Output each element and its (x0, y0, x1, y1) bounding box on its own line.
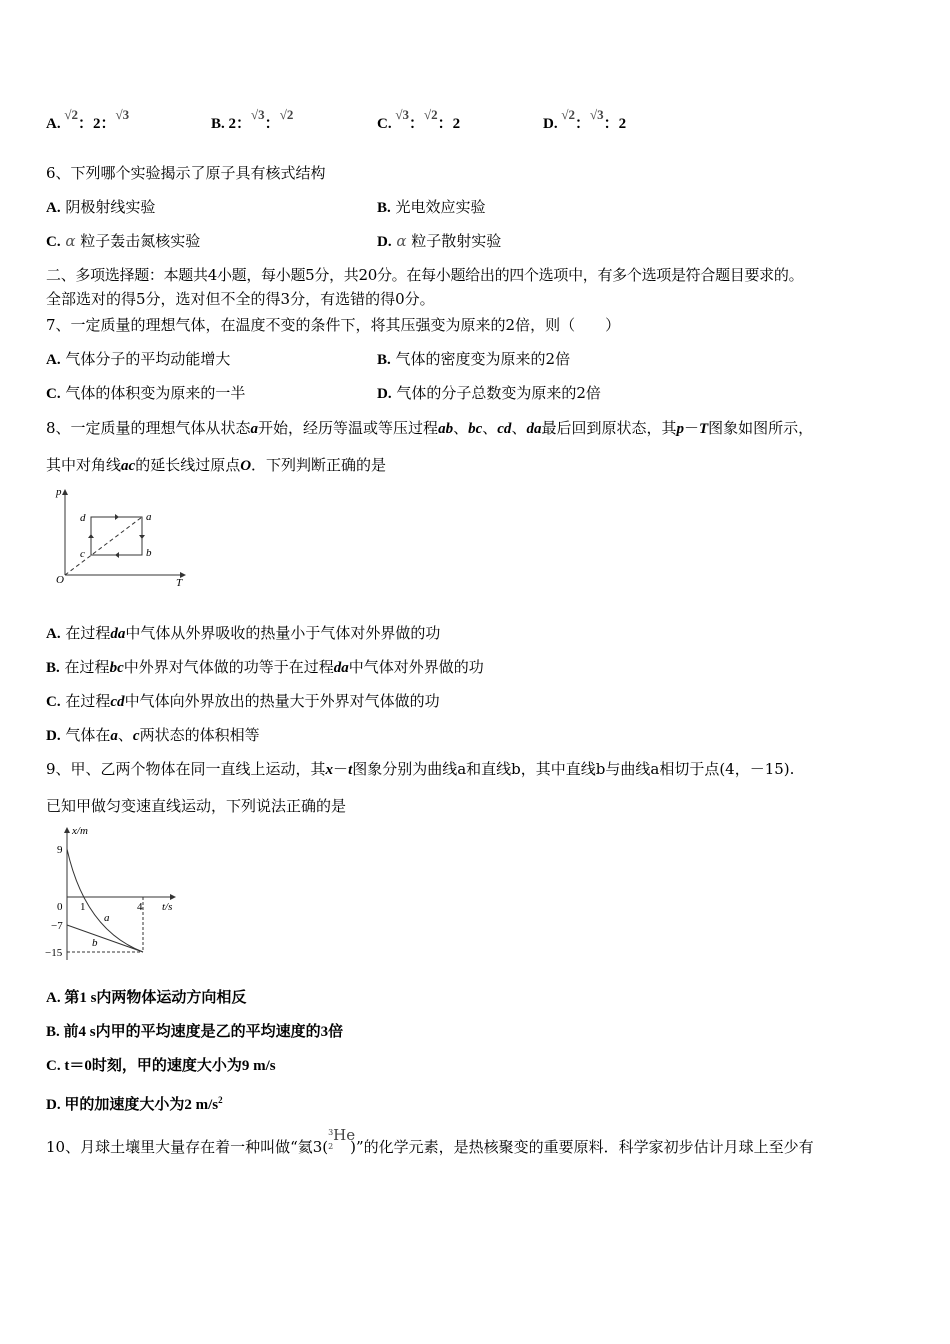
label-c: c (80, 548, 85, 560)
section-2-heading-cont: 全部选对的得5分，选对但不全的得3分，有选错的得0分。 (46, 290, 435, 308)
q9-option-a: A. 第1 s内两物体运动方向相反 (46, 990, 247, 1006)
q8-stem-cont: 其中对角线ac的延长线过原点O．下列判断正确的是 (46, 456, 387, 474)
q7-option-a: A. 气体分子的平均动能增大 (46, 350, 231, 368)
q8-option-d: D. 气体在a、c两状态的体积相等 (46, 726, 260, 744)
y-axis-label: x/m (72, 825, 88, 837)
q7-option-c: C. 气体的体积变为原来的一半 (46, 384, 246, 402)
label-d: d (80, 512, 86, 524)
tick-minus-7: −7 (51, 920, 63, 932)
curve-a (67, 849, 143, 952)
q7-stem: 7、一定质量的理想气体，在温度不变的条件下，将其压强变为原来的2倍，则（ ） (46, 316, 621, 334)
q7-option-d: D. 气体的分子总数变为原来的2倍 (377, 384, 601, 402)
label-O: O (56, 574, 64, 586)
q9-stem-cont: 已知甲做匀变速直线运动，下列说法正确的是 (46, 797, 347, 815)
q8-pt-diagram (40, 480, 200, 590)
label-b: b (146, 547, 152, 559)
diagonal-ac (65, 517, 142, 575)
q9-option-b: B. 前4 s内甲的平均速度是乙的平均速度的3倍 (46, 1024, 344, 1040)
q7-option-b: B. 气体的密度变为原来的2倍 (377, 350, 571, 368)
q9-xt-graph (40, 820, 200, 960)
q9-option-c: C. t＝0时刻，甲的速度大小为9 m/s (46, 1058, 276, 1074)
line-b (67, 925, 143, 952)
helium-3-notation: 3 2 He (328, 1126, 356, 1151)
label-T: T (176, 577, 183, 589)
q5-option-d: D. √2：√3：2 (543, 107, 627, 132)
label-p: p (56, 486, 62, 498)
tick-9: 9 (57, 844, 63, 856)
q9-option-d: D. 甲的加速度大小为2 $m/s^2$ (46, 1095, 223, 1113)
x-axis-label: t/s (162, 901, 173, 913)
label-a: a (104, 912, 110, 924)
tick-0: 0 (57, 901, 63, 913)
label-a: a (146, 511, 152, 523)
q8-stem: 8、一定质量的理想气体从状态a开始，经历等温或等压过程ab、bc、cd、da最后回到原状态，其p－T图象如图所示， (46, 419, 814, 437)
label-b: b (92, 937, 98, 949)
tick-4: 4 (137, 901, 143, 913)
section-2-heading: 二、多项选择题：本题共4小题，每小题5分，共20分。在每小题给出的四个选项中，有多个选项是符合题目要求的。 (46, 266, 804, 284)
q8-option-b: B. 在过程bc中外界对气体做的功等于在过程da中气体对外界做的功 (46, 658, 484, 676)
q5-option-a: A. √2：2：√3 (46, 107, 130, 132)
tick-minus-15: −15 (45, 947, 63, 959)
tick-1: 1 (80, 901, 86, 913)
q6-option-d: D. α 粒子散射实验 (377, 232, 502, 250)
q9-stem: 9、甲、乙两个物体在同一直线上运动，其x－t图象分别为曲线a和直线b，其中直线b与曲线a相切于点(4，－15). (46, 760, 795, 778)
q6-option-c: C. α 粒子轰击氮核实验 (46, 232, 201, 250)
q10-stem: 10、月球土壤里大量存在着一种叫做“氦3( 3 2 He )”的化学元素，是热核聚变的重要原料．科学家初步估计月球上至少有 (46, 1126, 814, 1156)
q8-option-c: C. 在过程cd中气体向外界放出的热量大于外界对气体做的功 (46, 692, 440, 710)
q6-option-b: B. 光电效应实验 (377, 198, 486, 216)
q8-option-a: A. 在过程da中气体从外界吸收的热量小于气体对外界做的功 (46, 624, 441, 642)
q6-option-a: A. 阴极射线实验 (46, 198, 156, 216)
q5-option-b: B. 2：√3：√2 (211, 107, 294, 132)
q5-option-c: C. √3：√2：2 (377, 107, 461, 132)
q6-stem: 6、下列哪个实验揭示了原子具有核式结构 (46, 164, 326, 182)
